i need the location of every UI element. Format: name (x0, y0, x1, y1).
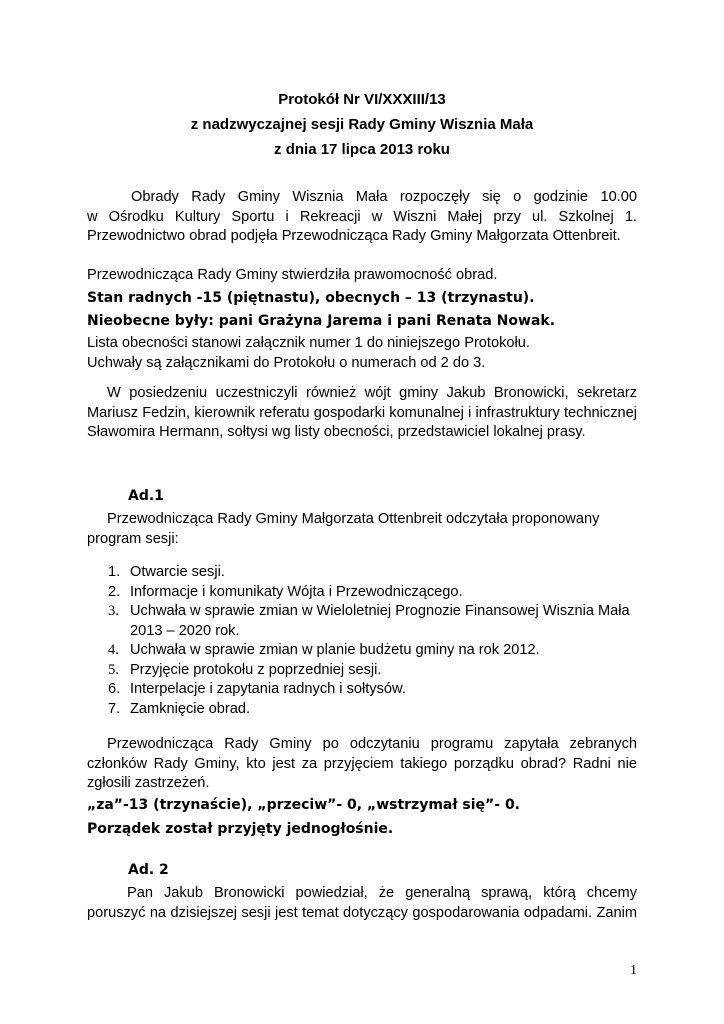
attendance-line: Lista obecności stanowi załącznik numer 1 do niniejszego Protokołu. (87, 335, 530, 351)
title-session-name: z nadzwyczajnej sesji Rady Gminy Wisznia Mała (190, 116, 534, 133)
quorum-count: Stan radnych -15 (piętnastu), obecnych – 13 (trzynastu). (87, 290, 535, 306)
ad2-heading: Ad. 2 (128, 862, 169, 878)
agenda-item-text: Uchwała w sprawie zmian w Wieloletniej Prognozie Finansowej Wisznia Mała (130, 603, 630, 619)
title-protocol-number: Protokół Nr VI/XXXIII/13 (278, 91, 446, 108)
ad1-intro-line-1: Przewodnicząca Rady Gminy Małgorzata Ottenbreit odczytała proponowany (107, 511, 600, 527)
ad1-intro (87, 510, 637, 549)
attendance-note (87, 334, 637, 373)
agenda-item (108, 602, 638, 641)
title-session-date: z dnia 17 lipca 2013 roku (274, 141, 450, 158)
agenda-question-line-3: zgłosili zastrzeżeń. (87, 775, 210, 792)
agenda-item (108, 583, 638, 603)
agenda-item-text: Interpelacje i zapytania radnych i sołtysów. (130, 681, 406, 697)
ad2-paragraph (87, 884, 637, 923)
agenda-item-number: 4. (108, 642, 119, 658)
agenda-item-number: 7. (108, 700, 121, 717)
agenda-item-text: Informacje i komunikaty Wójta i Przewodniczącego. (130, 583, 463, 600)
intro-line-1: Obrady Rady Gminy Wisznia Mała rozpoczęły się o godzinie 10.00 (131, 189, 637, 205)
adoption-result: Porządek został przyjęty jednogłośnie. (87, 821, 394, 837)
participants-line-2: Mariusz Fedzin, kierownik referatu gospodarki komunalnej i infrastruktury technicznej (87, 404, 637, 421)
agenda-item-number: 5. (108, 661, 119, 678)
intro-line-2: w Ośrodku Kultury Sportu i Rekreacji w Wiszni Małej przy ul. Szkolnej 1. (87, 208, 637, 225)
agenda-item (108, 661, 638, 681)
agenda-item-text: Uchwała w sprawie zmian w planie budżetu gminy na rok 2012. (130, 642, 540, 658)
agenda-item (108, 680, 638, 700)
agenda-question-line-2: członków Rady Gminy, kto jest za przyjęciem takiego porządku obrad? Radni nie (87, 755, 637, 772)
absent-members: Nieobecne były: pani Grażyna Jarema i pani Renata Nowak. (87, 313, 556, 329)
agenda-item-text: Zamknięcie obrad. (130, 700, 251, 717)
agenda-question (87, 735, 637, 794)
page-number: 1 (630, 963, 637, 978)
intro-paragraph (87, 188, 637, 247)
participants-line-3: Sławomira Hermann, sołtysi wg listy obecności, przedstawiciel lokalnej prasy. (87, 424, 586, 441)
agenda-item (108, 700, 638, 720)
agenda-item (108, 641, 638, 661)
agenda-list (108, 563, 638, 719)
agenda-item (108, 563, 638, 583)
ad2-line-1: Pan Jakub Bronowicki powiedział, że generalną sprawą, którą chcemy (127, 885, 637, 901)
document-title (0, 87, 724, 162)
agenda-item-number: 3. (108, 603, 119, 619)
ad2-line-2: poruszyć na dzisiejszej sesji jest temat dotyczący gospodarowania odpadami. Zanim (87, 904, 637, 921)
ad1-heading: Ad.1 (128, 488, 164, 504)
agenda-item-text: Przyjęcie protokołu z poprzedniej sesji. (130, 661, 382, 678)
resolutions-line: Uchwały są załącznikami do Protokołu o numerach od 2 do 3. (87, 354, 486, 371)
agenda-item-text: Otwarcie sesji. (130, 564, 225, 580)
vote-result: „za”-13 (trzynaście), „przeciw”- 0, „wstrzymał się”- 0. (87, 797, 521, 813)
ad1-intro-line-2: program sesji: (87, 530, 179, 547)
intro-line-3: Przewodnictwo obrad podjęła Przewodnicząca Rady Gminy Małgorzata Ottenbreit. (87, 228, 621, 245)
agenda-item-text-continued: 2013 – 2020 rok. (130, 622, 240, 639)
participants-paragraph (87, 384, 637, 443)
participants-line-1: W posiedzeniu uczestniczyli również wójt gminy Jakub Bronowicki, sekretarz (107, 385, 637, 401)
agenda-item-number: 6. (108, 681, 121, 697)
agenda-item-number: 2. (108, 583, 121, 600)
agenda-question-line-1: Przewodnicząca Rady Gminy po odczytaniu programu zapytała zebranych (107, 736, 637, 752)
quorum-statement: Przewodnicząca Rady Gminy stwierdziła prawomocność obrad. (87, 267, 498, 283)
agenda-item-number: 1. (108, 564, 121, 580)
